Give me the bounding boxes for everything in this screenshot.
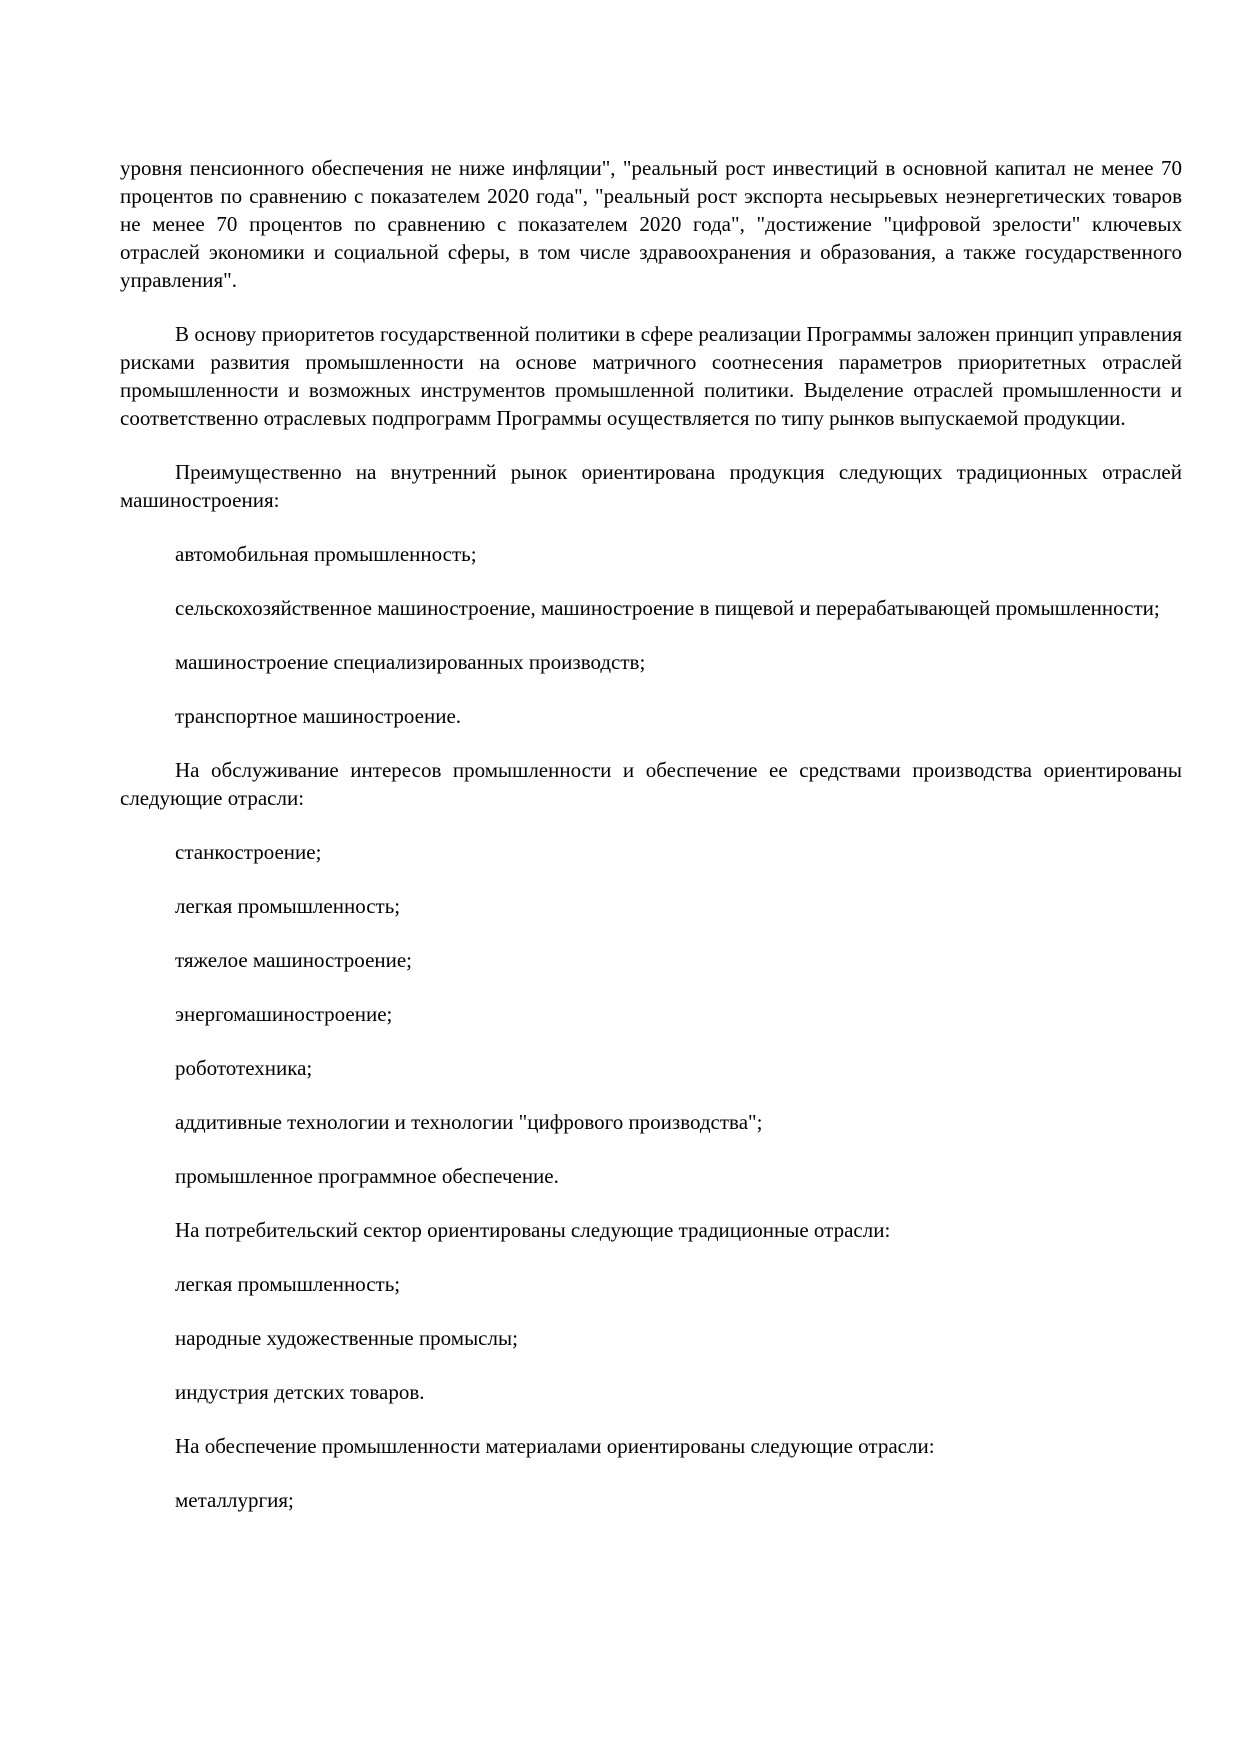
- paragraph-continuation: уровня пенсионного обеспечения не ниже инфляции", "реальный рост инвестиций в основной капитал не менее 70 процентов по сравнению с показателем 2020 года", "реальный рост экспорта несырьевых неэнергетических товаров не менее 70 процентов по сравнению с показателем 2020 года", "достижение "цифровой зрелости" ключевых отраслей экономики и социальной сферы, в том числе здравоохранения и образования, а также государственного управления".: [120, 156, 1182, 292]
- list-item: народные художественные промыслы;: [175, 1326, 518, 1350]
- list-item: сельскохозяйственное машиностроение, машиностроение в пищевой и перерабатывающей промышленности;: [175, 596, 1160, 620]
- list-item: промышленное программное обеспечение.: [175, 1164, 559, 1188]
- list-item: транспортное машиностроение.: [175, 704, 462, 728]
- list-item: аддитивные технологии и технологии "цифрового производства";: [175, 1110, 763, 1134]
- paragraph: На потребительский сектор ориентированы следующие традиционные отрасли:: [175, 1218, 891, 1242]
- paragraph: На обеспечение промышленности материалами ориентированы следующие отрасли:: [175, 1434, 935, 1458]
- list-item: тяжелое машиностроение;: [175, 948, 413, 972]
- paragraph: На обслуживание интересов промышленности и обеспечение ее средствами производства ориентированы следующие отрасли:: [120, 758, 1182, 810]
- list-item: робототехника;: [175, 1056, 313, 1080]
- list-item: легкая промышленность;: [175, 1272, 401, 1296]
- list-item: легкая промышленность;: [175, 894, 401, 918]
- list-item: индустрия детских товаров.: [175, 1380, 425, 1404]
- list-item: металлургия;: [175, 1488, 294, 1512]
- list-item: станкостроение;: [175, 840, 322, 864]
- document-page: [120, 154, 1182, 1540]
- list-item: автомобильная промышленность;: [175, 542, 477, 566]
- paragraph: Преимущественно на внутренний рынок ориентирована продукция следующих традиционных отраслей машиностроения:: [120, 460, 1182, 512]
- list-item: энергомашиностроение;: [175, 1002, 393, 1026]
- list-item: машиностроение специализированных производств;: [175, 650, 646, 674]
- paragraph: В основу приоритетов государственной политики в сфере реализации Программы заложен принцип управления рисками развития промышленности на основе матричного соотнесения параметров приоритетных отраслей промышленности и возможных инструментов промышленной политики. Выделение отраслей промышленности и соответственно отраслевых подпрограмм Программы осуществляется по типу рынков выпускаемой продукции.: [120, 322, 1182, 430]
